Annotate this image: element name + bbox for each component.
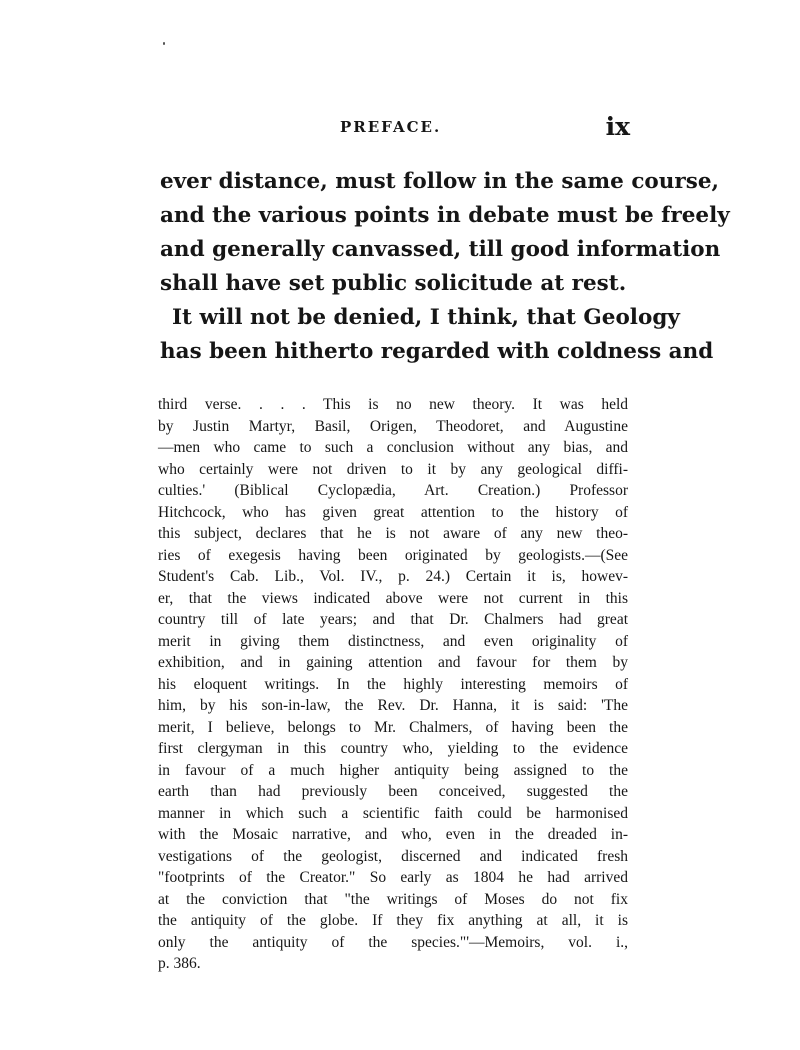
footnote-line: third verse. . . . This is no new theory. It was held [158,396,628,413]
footnote-line: in favour of a much higher antiquity being assigned to the [158,761,628,779]
footnote-line: the antiquity of the globe. If they fix anything at all, it is [158,912,628,929]
footnote-line: him, by his son-in-law, the Rev. Dr. Hanna, it is said: 'The [158,697,628,714]
footnote-line: with the Mosaic narrative, and who, even in the dreaded in- [158,826,628,843]
footnote-line: vestigations of the geologist, discerned and indicated fresh [158,847,628,865]
footnote-line: p. 386. [158,955,201,972]
footnote-line: Student's Cab. Lib., Vol. IV., p. 24.) Certain it is, howev- [158,568,628,585]
page-number: ix [605,112,630,141]
footnote-line: —men who came to such a conclusion without any bias, and [158,439,628,456]
footnote-line: merit, I believe, belongs to Mr. Chalmers, of having been the [158,718,628,736]
footnote-line: ries of exegesis having been originated by geologists.—(See [158,546,628,564]
body-line: and the various points in debate must be freely [160,203,730,228]
footnote-line: Hitchcock, who has given great attention to the history of [158,503,628,521]
body-line: It will not be denied, I think, that Geology [172,305,680,330]
body-line: shall have set public solicitude at rest. [160,271,627,296]
footnote-line: merit in giving them distinctness, and even originality of [158,632,628,650]
running-head [160,112,632,152]
footnote-line: country till of late years; and that Dr. Chalmers had great [158,611,628,628]
footnote-line: culties.' (Biblical Cyclopædia, Art. Creation.) Professor [158,482,628,499]
footnote-line: first clergyman in this country who, yielding to the evidence [158,740,628,757]
footnote-line: at the conviction that "the writings of Moses do not fix [158,890,628,908]
footnote-line: er, that the views indicated above were not current in this [158,589,628,607]
footnote [158,394,628,975]
footnote-line: only the antiquity of the species."'—Memoirs, vol. i., [158,933,628,951]
body-line: and generally canvassed, till good information [160,237,721,262]
body-line: has been hitherto regarded with coldness and [160,339,714,364]
footnote-line: "footprints of the Creator." So early as 1804 he had arrived [158,869,628,886]
ink-speck [163,42,165,45]
body-text [160,165,730,369]
footnote-line: manner in which such a scientific faith could be harmonised [158,804,628,822]
footnote-line: by Justin Martyr, Basil, Origen, Theodoret, and Augustine [158,417,628,435]
footnote-line: this subject, declares that he is not aware of any new theo- [158,525,628,542]
footnote-line: earth than had previously been conceived, suggested the [158,783,628,800]
footnote-line: his eloquent writings. In the highly interesting memoirs of [158,675,628,693]
running-title: PREFACE. [340,118,442,136]
footnote-line: exhibition, and in gaining attention and favour for them by [158,654,628,671]
body-line: ever distance, must follow in the same course, [160,169,719,194]
footnote-line: who certainly were not driven to it by any geological diffi- [158,460,628,478]
